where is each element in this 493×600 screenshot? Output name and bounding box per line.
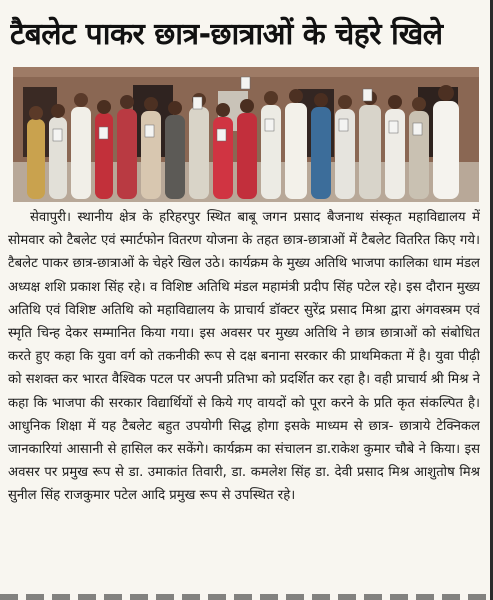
article-body bbox=[8, 206, 480, 592]
headline: टैबलेट पाकर छात्र-छात्राओं के चेहरे खिले bbox=[10, 17, 443, 52]
article-paragraph: सेवापुरी। स्थानीय क्षेत्र के हरिहरपुर स्थित बाबू जगन प्रसाद बैजनाथ संस्कृत महाविद्यालय में सोमवार को टैबलेट एवं स्मार्टफोन वितरण योजना के तहत छात्र-छात्राओं में टैबलेट वितरित किए गये। टैबलेट पाकर छात्र-छात्राओं के चेहरे खिल उठे। कार्यक्रम के मुख्य अतिथि भाजपा कालिका धाम मंडल अध्यक्ष शशि प्रकाश सिंह रहे। व विशिष्ट अतिथि मंडल महामंत्री प्रदीप सिंह पटेल रहे। इस दौरान मुख्य अतिथि एवं विशिष्ट अतिथि को महाविद्यालय के प्राचार्य डॉक्टर सुरेंद्र प्रसाद मिश्रा द्वारा अंगवस्त्रम एवं स्मृति चिन्ह देकर सम्मानित किया गया। इस अवसर पर मुख्य अतिथि ने छात्र छात्राओं को संबोधित करते हुए कहा कि युवा वर्ग को तकनीकी रूप से दक्ष बनाना सरकार की प्राथमिकता में है। युवा पीढ़ी को सशक्त कर भारत वैश्विक पटल पर अपनी प्रतिभा को प्रदर्शित कर रहा है। वही प्राचार्य श्री मिश्र ने कहा कि भाजपा की सरकार विद्यार्थियों से किये गए वायदों को पूरा करने के प्रति कृत संकल्पित है। आधुनिक शिक्षा में यह टैबलेट बहुत उपयोगी सिद्ध होगा इसके माध्यम से छात्र- छात्राये टेक्निकल जानकारियां आसानी से हासिल कर सकेंगे। कार्यक्रम का संचालन डा.राकेश कुमार चौबे ने किया। इस अवसर पर प्रमुख रूप से डा. उमाकांत तिवारी, डा. कमलेश सिंह डा. देवी प्रसाद मिश्र आशुतोष मिश्र सुनील सिंह राजकुमार पटेल आदि प्रमुख रूप से उपस्थित रहे। bbox=[8, 210, 480, 504]
clipping-cut-edge bbox=[0, 594, 490, 600]
group-photo-image bbox=[13, 67, 479, 202]
news-photo bbox=[13, 67, 479, 202]
